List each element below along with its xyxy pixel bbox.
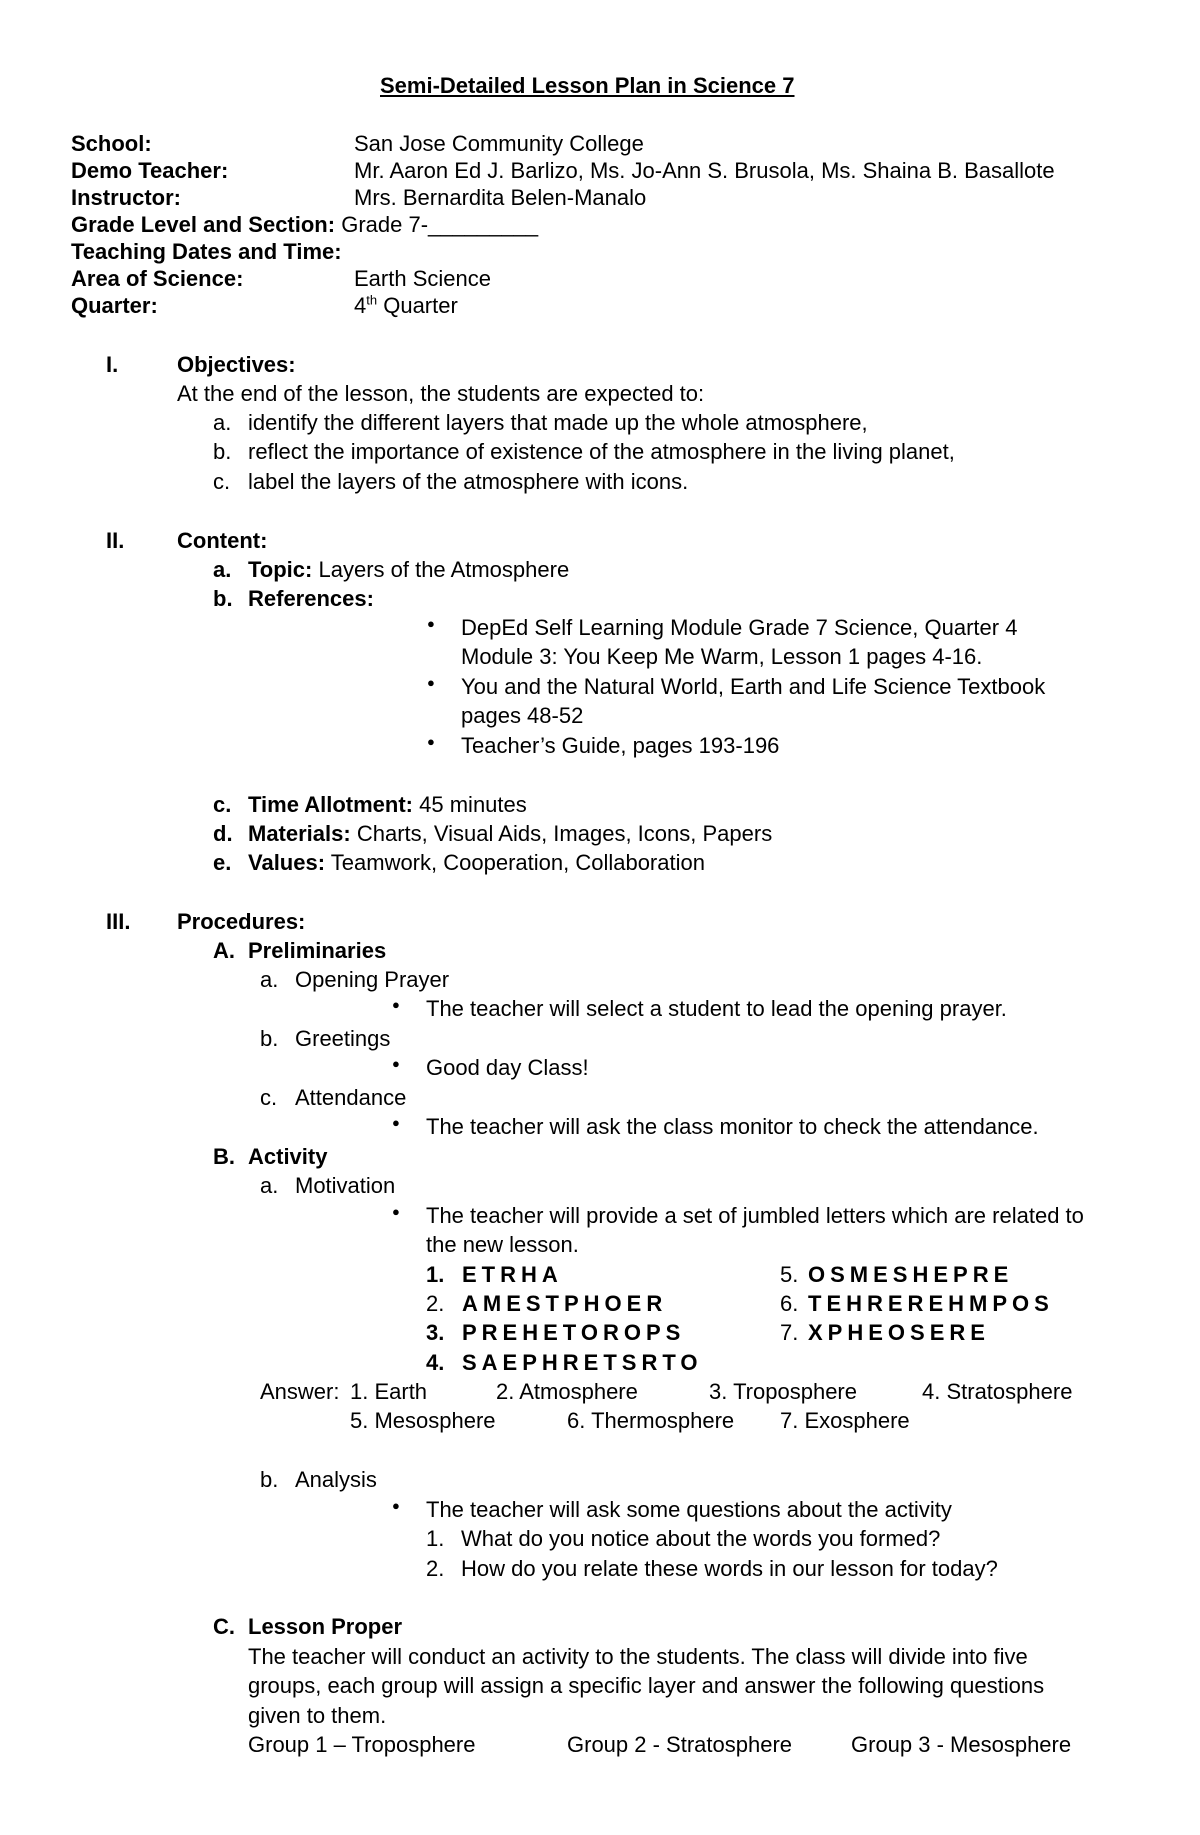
bullet-text: ● The teacher will ask some questions about the activity — [426, 1497, 952, 1523]
jumbled-word: SAEPHRETSRTO — [462, 1350, 703, 1375]
values-line — [248, 850, 705, 876]
materials-marker: d. — [213, 821, 233, 846]
preliminaries-heading: Preliminaries — [248, 938, 387, 963]
jumbled-word: AMESTPHOER — [462, 1291, 668, 1316]
lesson-proper-heading: Lesson Proper — [248, 1614, 403, 1639]
quarter-word: Quarter — [383, 293, 458, 318]
step-marker: c. — [260, 1085, 278, 1110]
answer-item: 1. Earth — [350, 1379, 428, 1404]
area-value: Earth Science — [354, 266, 491, 291]
jumbled-number: 6. — [780, 1291, 799, 1316]
reference-item: ● Teacher’s Guide, pages 193-196 — [461, 733, 779, 759]
bullet-text: ● The teacher will ask the class monitor to check the attendance. — [426, 1114, 1039, 1140]
dates-label: Teaching Dates and Time: — [71, 239, 342, 264]
objective-marker: c. — [213, 469, 231, 494]
section-number: III. — [106, 909, 131, 934]
question-text: How do you relate these words in our lesson for today? — [461, 1556, 998, 1581]
activity-heading: Activity — [248, 1144, 328, 1169]
objective-marker: b. — [213, 439, 232, 464]
time-value: 45 minutes — [419, 792, 527, 817]
bullet-text: ● The teacher will select a student to lead the opening prayer. — [426, 996, 1007, 1022]
subsection-marker: B. — [213, 1144, 235, 1169]
jumbled-word: XPHEOSERE — [808, 1320, 990, 1345]
topic-label: Topic: — [248, 557, 313, 582]
materials-line — [248, 821, 772, 847]
jumbled-number: 2. — [426, 1291, 445, 1316]
objectives-heading: Objectives: — [177, 352, 296, 377]
jumbled-word: PREHETOROPS — [462, 1320, 686, 1345]
content-heading: Content: — [177, 528, 268, 553]
school-label: School: — [71, 131, 152, 156]
grade-label: Grade Level and Section: — [71, 212, 336, 237]
subsection-marker: C. — [213, 1614, 235, 1639]
analysis: Analysis — [295, 1467, 377, 1492]
demo-teacher-value: Mr. Aaron Ed J. Barlizo, Ms. Jo-Ann S. Brusola, Ms. Shaina B. Basallote — [354, 158, 1055, 183]
topic-marker: a. — [213, 557, 232, 582]
step-marker: b. — [260, 1467, 279, 1492]
jumbled-number: 7. — [780, 1320, 799, 1345]
grade-value: Grade 7-_________ — [341, 212, 539, 237]
values-marker: e. — [213, 850, 232, 875]
greetings: Greetings — [295, 1026, 391, 1051]
reference-item-cont: pages 48-52 — [461, 703, 584, 728]
bullet-text: ● The teacher will provide a set of jumbled letters which are related to — [426, 1203, 1084, 1229]
objective-marker: a. — [213, 410, 232, 435]
grade-line — [71, 212, 538, 238]
area-label: Area of Science: — [71, 266, 244, 291]
attendance: Attendance — [295, 1085, 407, 1110]
answer-item: 7. Exosphere — [780, 1408, 910, 1433]
objective-item: identify the different layers that made up the whole atmosphere, — [248, 410, 868, 435]
lesson-proper-text: given to them. — [248, 1703, 387, 1728]
question-number: 1. — [426, 1526, 445, 1551]
topic-line — [248, 557, 569, 583]
answer-item: 3. Troposphere — [709, 1379, 857, 1404]
step-marker: a. — [260, 1173, 279, 1198]
time-line — [248, 792, 527, 818]
bullet-text-cont: the new lesson. — [426, 1232, 579, 1257]
group-item: Group 2 - Stratosphere — [567, 1732, 793, 1757]
section-number: II. — [106, 528, 125, 553]
objective-item: label the layers of the atmosphere with icons. — [248, 469, 689, 494]
quarter-num: 4 — [354, 293, 367, 318]
answer-label: Answer: — [260, 1379, 340, 1404]
instructor-value: Mrs. Bernardita Belen-Manalo — [354, 185, 647, 210]
materials-value: Charts, Visual Aids, Images, Icons, Papers — [356, 821, 773, 846]
reference-item-cont: Module 3: You Keep Me Warm, Lesson 1 pages 4-16. — [461, 644, 983, 669]
procedures-heading: Procedures: — [177, 909, 306, 934]
lesson-proper-text: groups, each group will assign a specific layer and answer the following questions — [248, 1673, 1045, 1698]
quarter-label: Quarter: — [71, 293, 158, 318]
materials-label: Materials: — [248, 821, 351, 846]
jumbled-word: TEHREREHMPOS — [808, 1291, 1054, 1316]
answer-item: 5. Mesosphere — [350, 1408, 496, 1433]
values-label: Values: — [248, 850, 326, 875]
question-text: What do you notice about the words you formed? — [461, 1526, 941, 1551]
question-number: 2. — [426, 1556, 445, 1581]
objective-item: reflect the importance of existence of the atmosphere in the living planet, — [248, 439, 955, 464]
section-number: I. — [106, 352, 119, 377]
topic-value: Layers of the Atmosphere — [318, 557, 570, 582]
opening-prayer: Opening Prayer — [295, 967, 450, 992]
group-item: Group 1 – Troposphere — [248, 1732, 476, 1757]
values-value: Teamwork, Cooperation, Collaboration — [330, 850, 705, 875]
jumbled-word: ETRHA — [462, 1262, 563, 1287]
jumbled-number: 5. — [780, 1262, 799, 1287]
step-marker: a. — [260, 967, 279, 992]
quarter-suffix: th — [366, 292, 378, 308]
time-marker: c. — [213, 792, 232, 817]
references-label: References: — [248, 586, 374, 611]
time-label: Time Allotment: — [248, 792, 414, 817]
bullet-text: ● Good day Class! — [426, 1055, 589, 1081]
reference-item: ● You and the Natural World, Earth and Life Science Textbook — [461, 674, 1045, 700]
subsection-marker: A. — [213, 938, 235, 963]
jumbled-word: OSMESHEPRE — [808, 1262, 1014, 1287]
step-marker: b. — [260, 1026, 279, 1051]
motivation: Motivation — [295, 1173, 396, 1198]
jumbled-number: 3. — [426, 1320, 445, 1345]
lesson-proper-text: The teacher will conduct an activity to the students. The class will divide into five — [248, 1644, 1028, 1669]
references-marker: b. — [213, 586, 233, 611]
school-value: San Jose Community College — [354, 131, 644, 156]
reference-item: ● DepEd Self Learning Module Grade 7 Science, Quarter 4 — [461, 615, 1017, 641]
answer-item: 4. Stratosphere — [922, 1379, 1073, 1404]
jumbled-number: 1. — [426, 1262, 445, 1287]
group-item: Group 3 - Mesosphere — [851, 1732, 1072, 1757]
answer-item: 2. Atmosphere — [496, 1379, 638, 1404]
quarter-value — [354, 293, 458, 319]
instructor-label: Instructor: — [71, 185, 181, 210]
demo-teacher-label: Demo Teacher: — [71, 158, 229, 183]
page-title: Semi-Detailed Lesson Plan in Science 7 — [380, 73, 795, 98]
objectives-intro: At the end of the lesson, the students are expected to: — [177, 381, 705, 406]
answer-item: 6. Thermosphere — [567, 1408, 735, 1433]
jumbled-number: 4. — [426, 1350, 445, 1375]
